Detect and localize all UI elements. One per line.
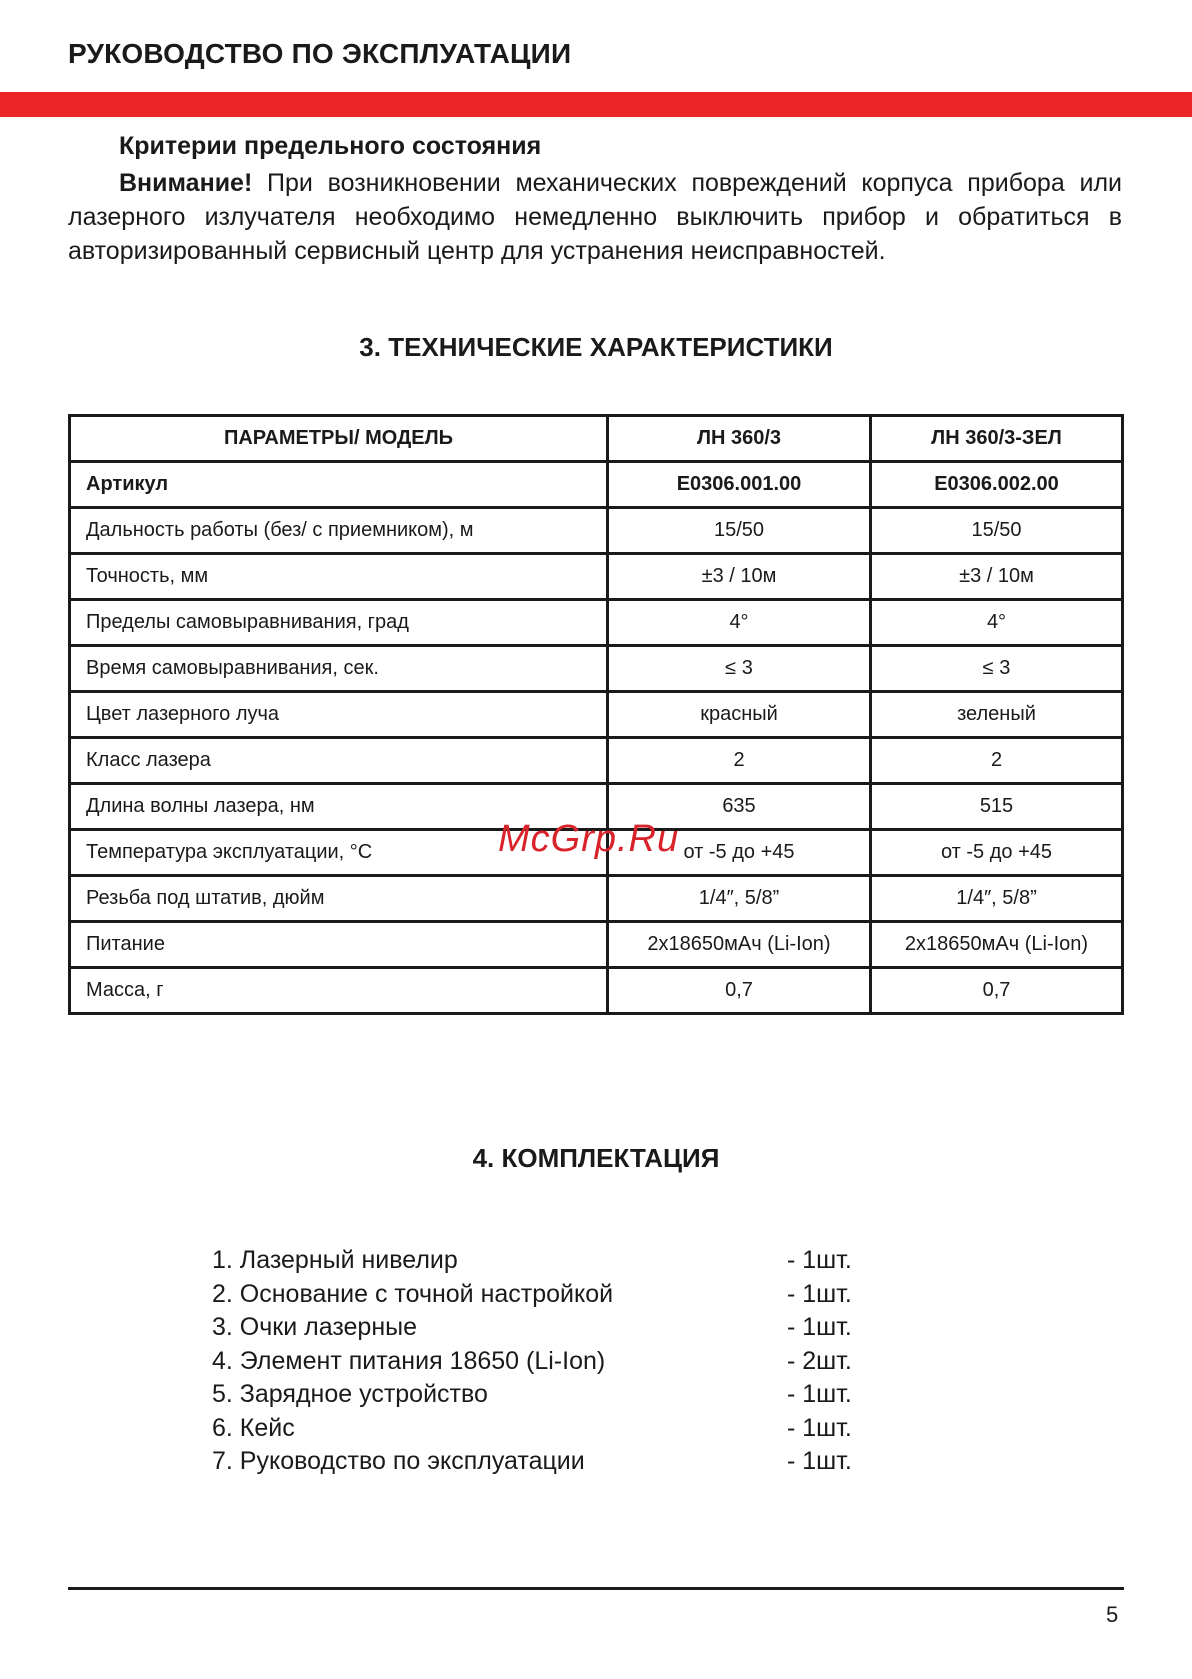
value-cell: E0306.001.00 xyxy=(608,462,871,508)
kit-item-name: 6. Кейс xyxy=(212,1413,295,1442)
value-cell: от -5 до +45 xyxy=(608,830,871,876)
value-cell: 635 xyxy=(608,784,871,830)
param-cell: Цвет лазерного луча xyxy=(70,692,608,738)
header-cell: ЛН 360/3-ЗЕЛ xyxy=(871,416,1123,462)
list-item xyxy=(212,1345,912,1379)
header-cell: ПАРАМЕТРЫ/ МОДЕЛЬ xyxy=(70,416,608,462)
value-cell: 4° xyxy=(871,600,1123,646)
value-cell: зеленый xyxy=(871,692,1123,738)
list-item xyxy=(212,1378,912,1412)
table-row xyxy=(70,738,1123,784)
table-row xyxy=(70,692,1123,738)
table-row xyxy=(70,600,1123,646)
warning-text: При возникновении механических повреждений корпуса прибора или лазерного излучателя необходимо немедленно выключить прибор и обратиться в авторизированный сервисный центр для устранения неисправностей. xyxy=(68,169,1122,265)
value-cell: E0306.002.00 xyxy=(871,462,1123,508)
value-cell: ≤ 3 xyxy=(608,646,871,692)
criteria-heading: Критерии предельного состояния xyxy=(119,132,542,160)
kit-list xyxy=(212,1244,912,1479)
value-cell: 1/4″, 5/8” xyxy=(608,876,871,922)
param-cell: Время самовыравнивания, сек. xyxy=(70,646,608,692)
header-red-bar xyxy=(0,92,1192,117)
param-cell: Питание xyxy=(70,922,608,968)
param-cell: Артикул xyxy=(70,462,608,508)
header-cell: ЛН 360/3 xyxy=(608,416,871,462)
list-item xyxy=(212,1412,912,1446)
value-cell: 2 xyxy=(608,738,871,784)
value-cell: 515 xyxy=(871,784,1123,830)
specs-table xyxy=(68,414,1124,1015)
kit-item-qty: - 1шт. xyxy=(787,1447,852,1475)
kit-item-name: 5. Зарядное устройство xyxy=(212,1380,488,1408)
kit-item-qty: - 1шт. xyxy=(787,1413,852,1442)
table-row xyxy=(70,462,1123,508)
list-item xyxy=(212,1445,912,1479)
value-cell: 0,7 xyxy=(608,968,871,1014)
specs-header-row xyxy=(70,416,1123,462)
param-cell: Точность, мм xyxy=(70,554,608,600)
param-cell: Длина волны лазера, нм xyxy=(70,784,608,830)
value-cell: 2х18650мАч (Li-Ion) xyxy=(608,922,871,968)
value-cell: 4° xyxy=(608,600,871,646)
value-cell: 15/50 xyxy=(608,508,871,554)
kit-item-name: 1. Лазерный нивелир xyxy=(212,1246,458,1274)
watermark: McGrp.Ru xyxy=(498,818,680,860)
kit-item-qty: - 1шт. xyxy=(787,1380,852,1408)
value-cell: 2 xyxy=(871,738,1123,784)
param-cell: Резьба под штатив, дюйм xyxy=(70,876,608,922)
footer-divider xyxy=(68,1587,1124,1590)
kit-item-qty: - 1шт. xyxy=(787,1279,852,1308)
specs-title: 3. ТЕХНИЧЕСКИЕ ХАРАКТЕРИСТИКИ xyxy=(359,332,833,362)
page-number: 5 xyxy=(1106,1602,1119,1627)
value-cell: 1/4″, 5/8” xyxy=(871,876,1123,922)
kit-item-qty: - 1шт. xyxy=(787,1246,852,1274)
table-row xyxy=(70,922,1123,968)
list-item xyxy=(212,1244,912,1278)
kit-item-name: 4. Элемент питания 18650 (Li-Ion) xyxy=(212,1346,606,1375)
table-row xyxy=(70,968,1123,1014)
table-row xyxy=(70,876,1123,922)
param-cell: Класс лазера xyxy=(70,738,608,784)
value-cell: от -5 до +45 xyxy=(871,830,1123,876)
param-cell: Температура эксплуатации, °С xyxy=(70,830,608,876)
value-cell: красный xyxy=(608,692,871,738)
kit-item-name: 3. Очки лазерные xyxy=(212,1313,417,1341)
value-cell: 15/50 xyxy=(871,508,1123,554)
kit-item-qty: - 2шт. xyxy=(787,1346,852,1375)
kit-item-name: 2. Основание с точной настройкой xyxy=(212,1279,614,1308)
value-cell: ±3 / 10м xyxy=(608,554,871,600)
value-cell: 0,7 xyxy=(871,968,1123,1014)
page-header-title: РУКОВОДСТВО ПО ЭКСПЛУАТАЦИИ xyxy=(68,38,572,69)
param-cell: Пределы самовыравнивания, град xyxy=(70,600,608,646)
value-cell: ≤ 3 xyxy=(871,646,1123,692)
kit-item-qty: - 1шт. xyxy=(787,1313,852,1341)
kit-title: 4. КОМПЛЕКТАЦИЯ xyxy=(472,1143,720,1173)
warning-paragraph xyxy=(68,166,1122,268)
table-row xyxy=(70,646,1123,692)
kit-item-name: 7. Руководство по эксплуатации xyxy=(212,1447,585,1475)
warning-label: Внимание! xyxy=(119,169,253,197)
list-item xyxy=(212,1278,912,1312)
list-item xyxy=(212,1311,912,1345)
table-row xyxy=(70,554,1123,600)
value-cell: ±3 / 10м xyxy=(871,554,1123,600)
param-cell: Дальность работы (без/ с приемником), м xyxy=(70,508,608,554)
value-cell: 2х18650мАч (Li-Ion) xyxy=(871,922,1123,968)
table-row xyxy=(70,508,1123,554)
param-cell: Масса, г xyxy=(70,968,608,1014)
